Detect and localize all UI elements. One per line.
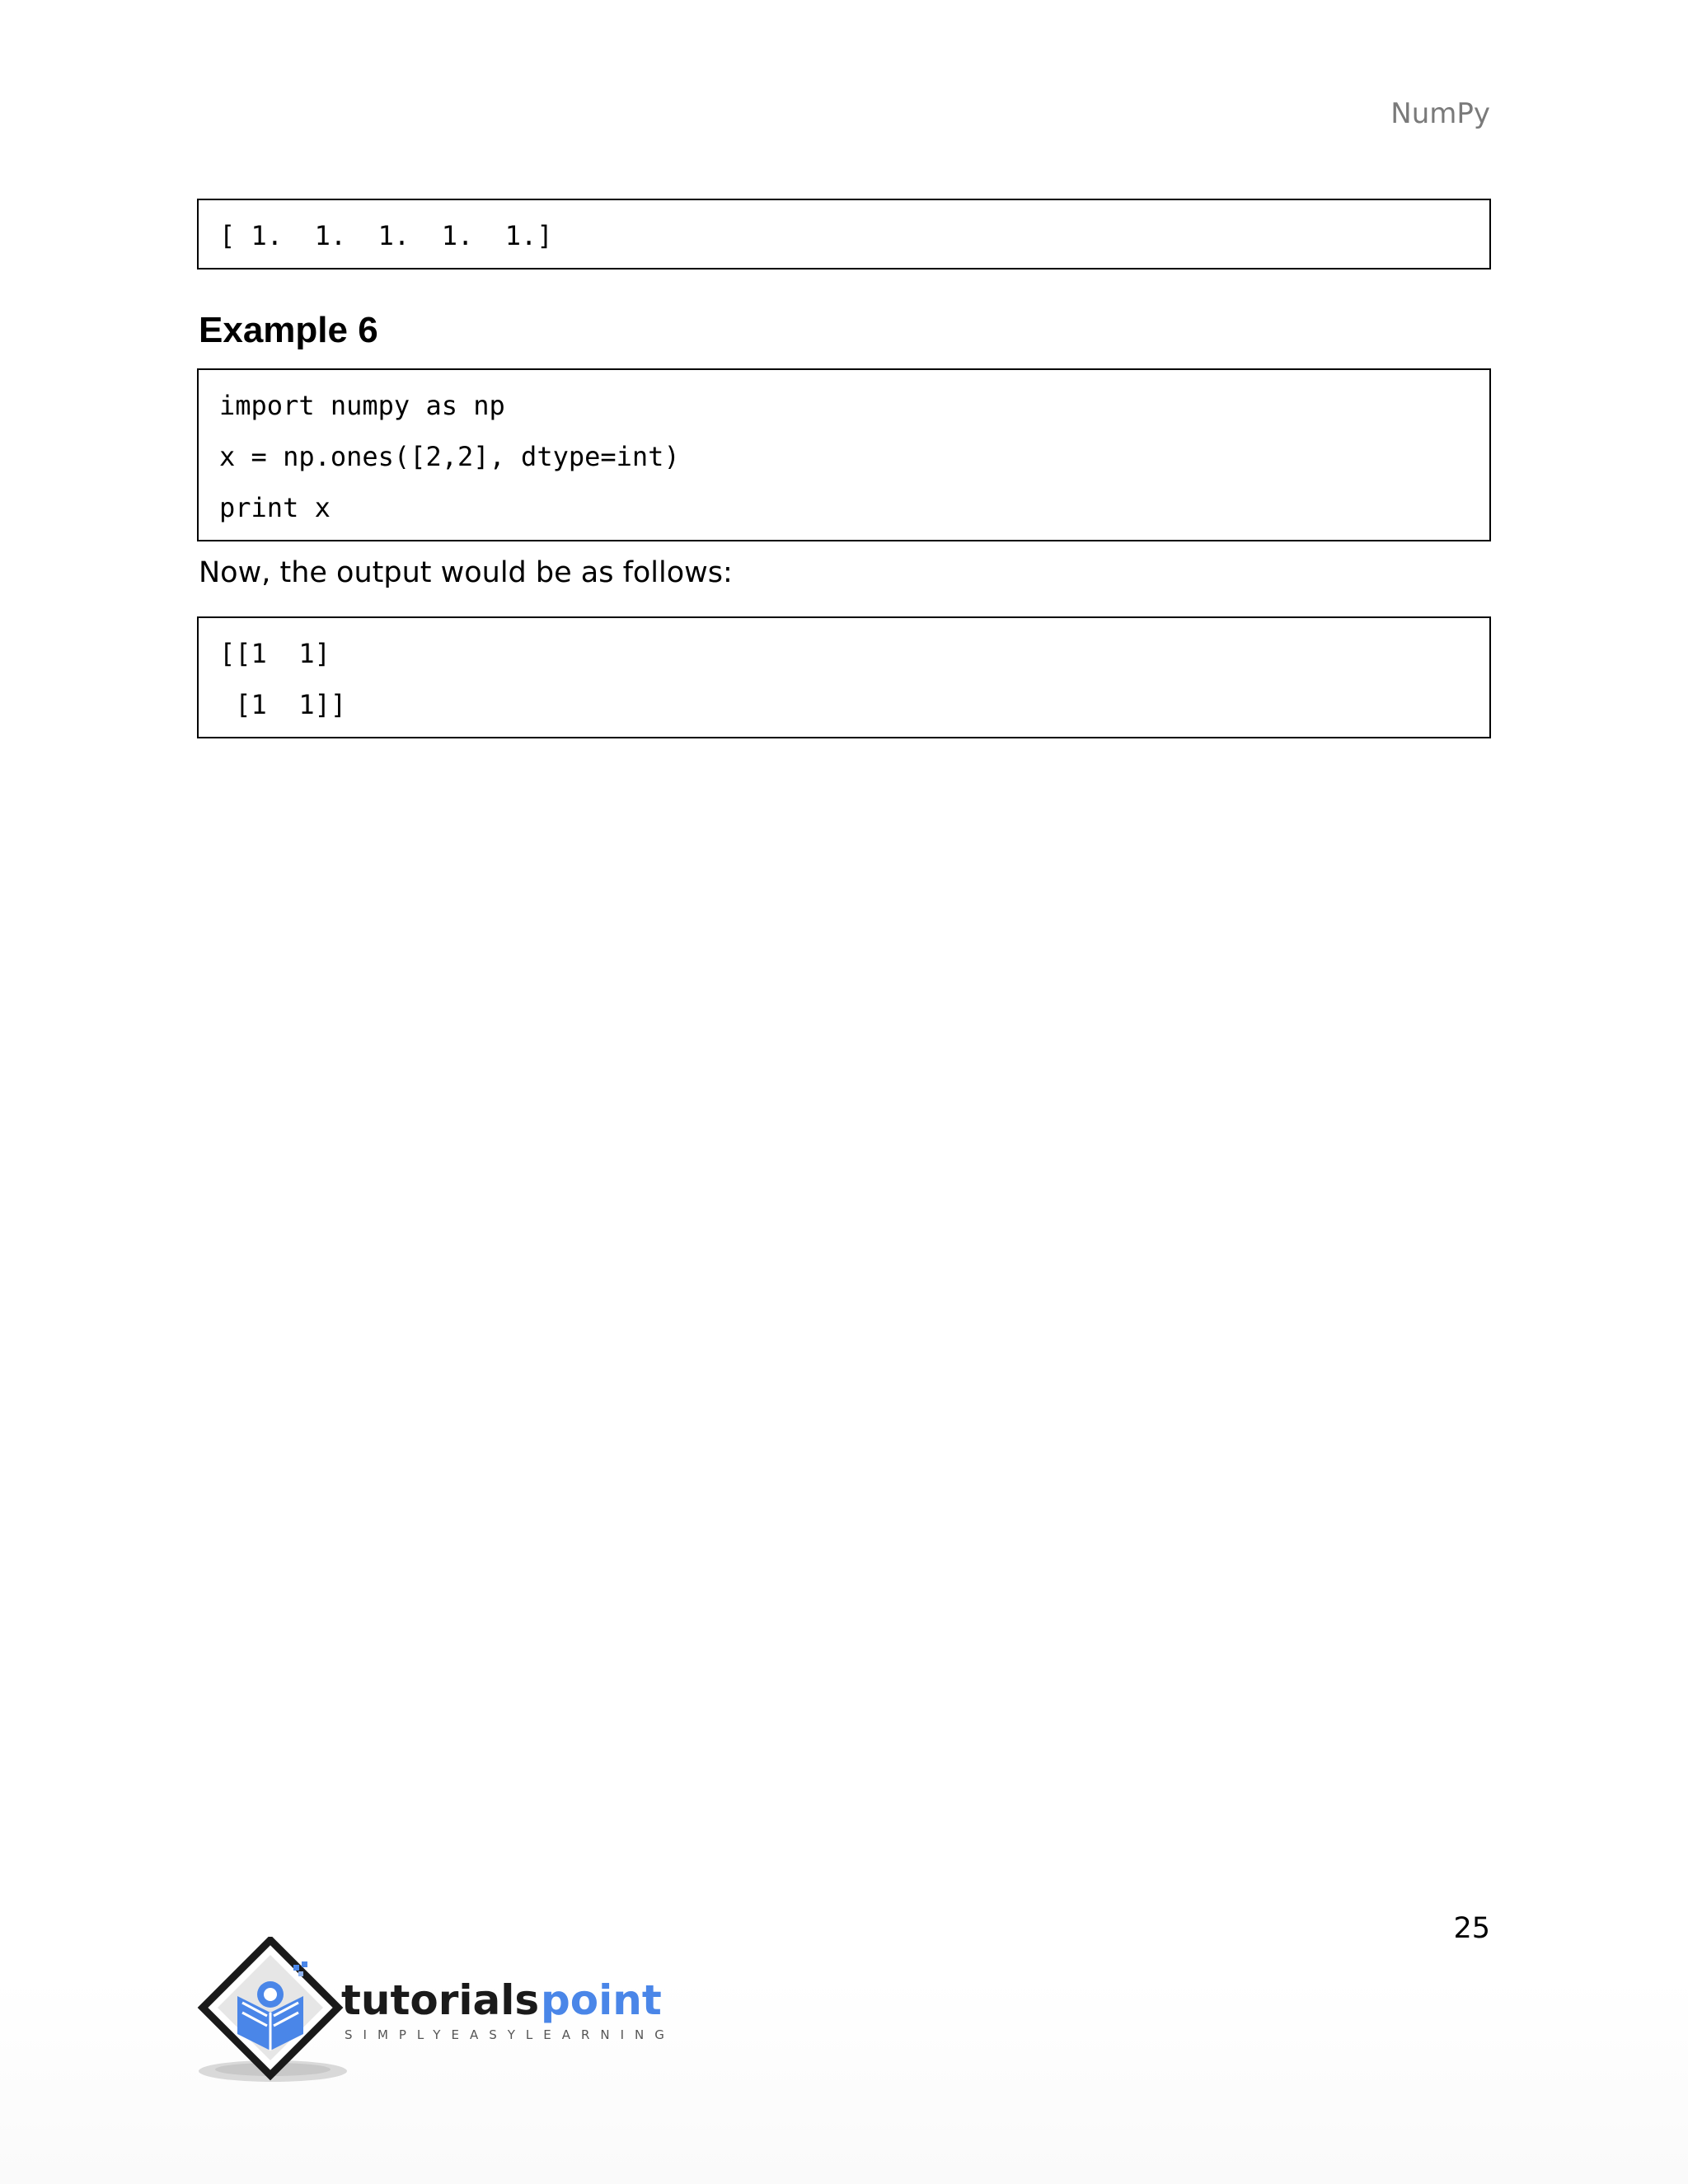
logo-tagline: SIMPLYEASYLEARNING <box>345 2027 675 2042</box>
output-box-ones-1d <box>197 199 1491 269</box>
tutorialspoint-logo-icon <box>195 1937 689 2085</box>
code-line: import numpy as np <box>219 390 505 421</box>
output-line: [ 1. 1. 1. 1. 1.] <box>219 220 553 251</box>
logo-brand-light: point <box>541 1976 662 2024</box>
running-header: NumPy <box>1390 97 1490 130</box>
output-line: [[1 1] <box>219 638 331 669</box>
example-heading: Example 6 <box>199 310 378 350</box>
output-box-ones-2d <box>197 616 1491 738</box>
logo-brand-dark: tutorials <box>341 1976 540 2024</box>
code-box-example-6 <box>197 368 1491 541</box>
output-line: [1 1]] <box>219 689 347 720</box>
tutorialspoint-logo <box>195 1937 689 2085</box>
code-line: x = np.ones([2,2], dtype=int) <box>219 441 680 472</box>
output-intro-paragraph: Now, the output would be as follows: <box>199 556 733 589</box>
page-number: 25 <box>1453 1912 1490 1945</box>
code-line: print x <box>219 492 331 523</box>
